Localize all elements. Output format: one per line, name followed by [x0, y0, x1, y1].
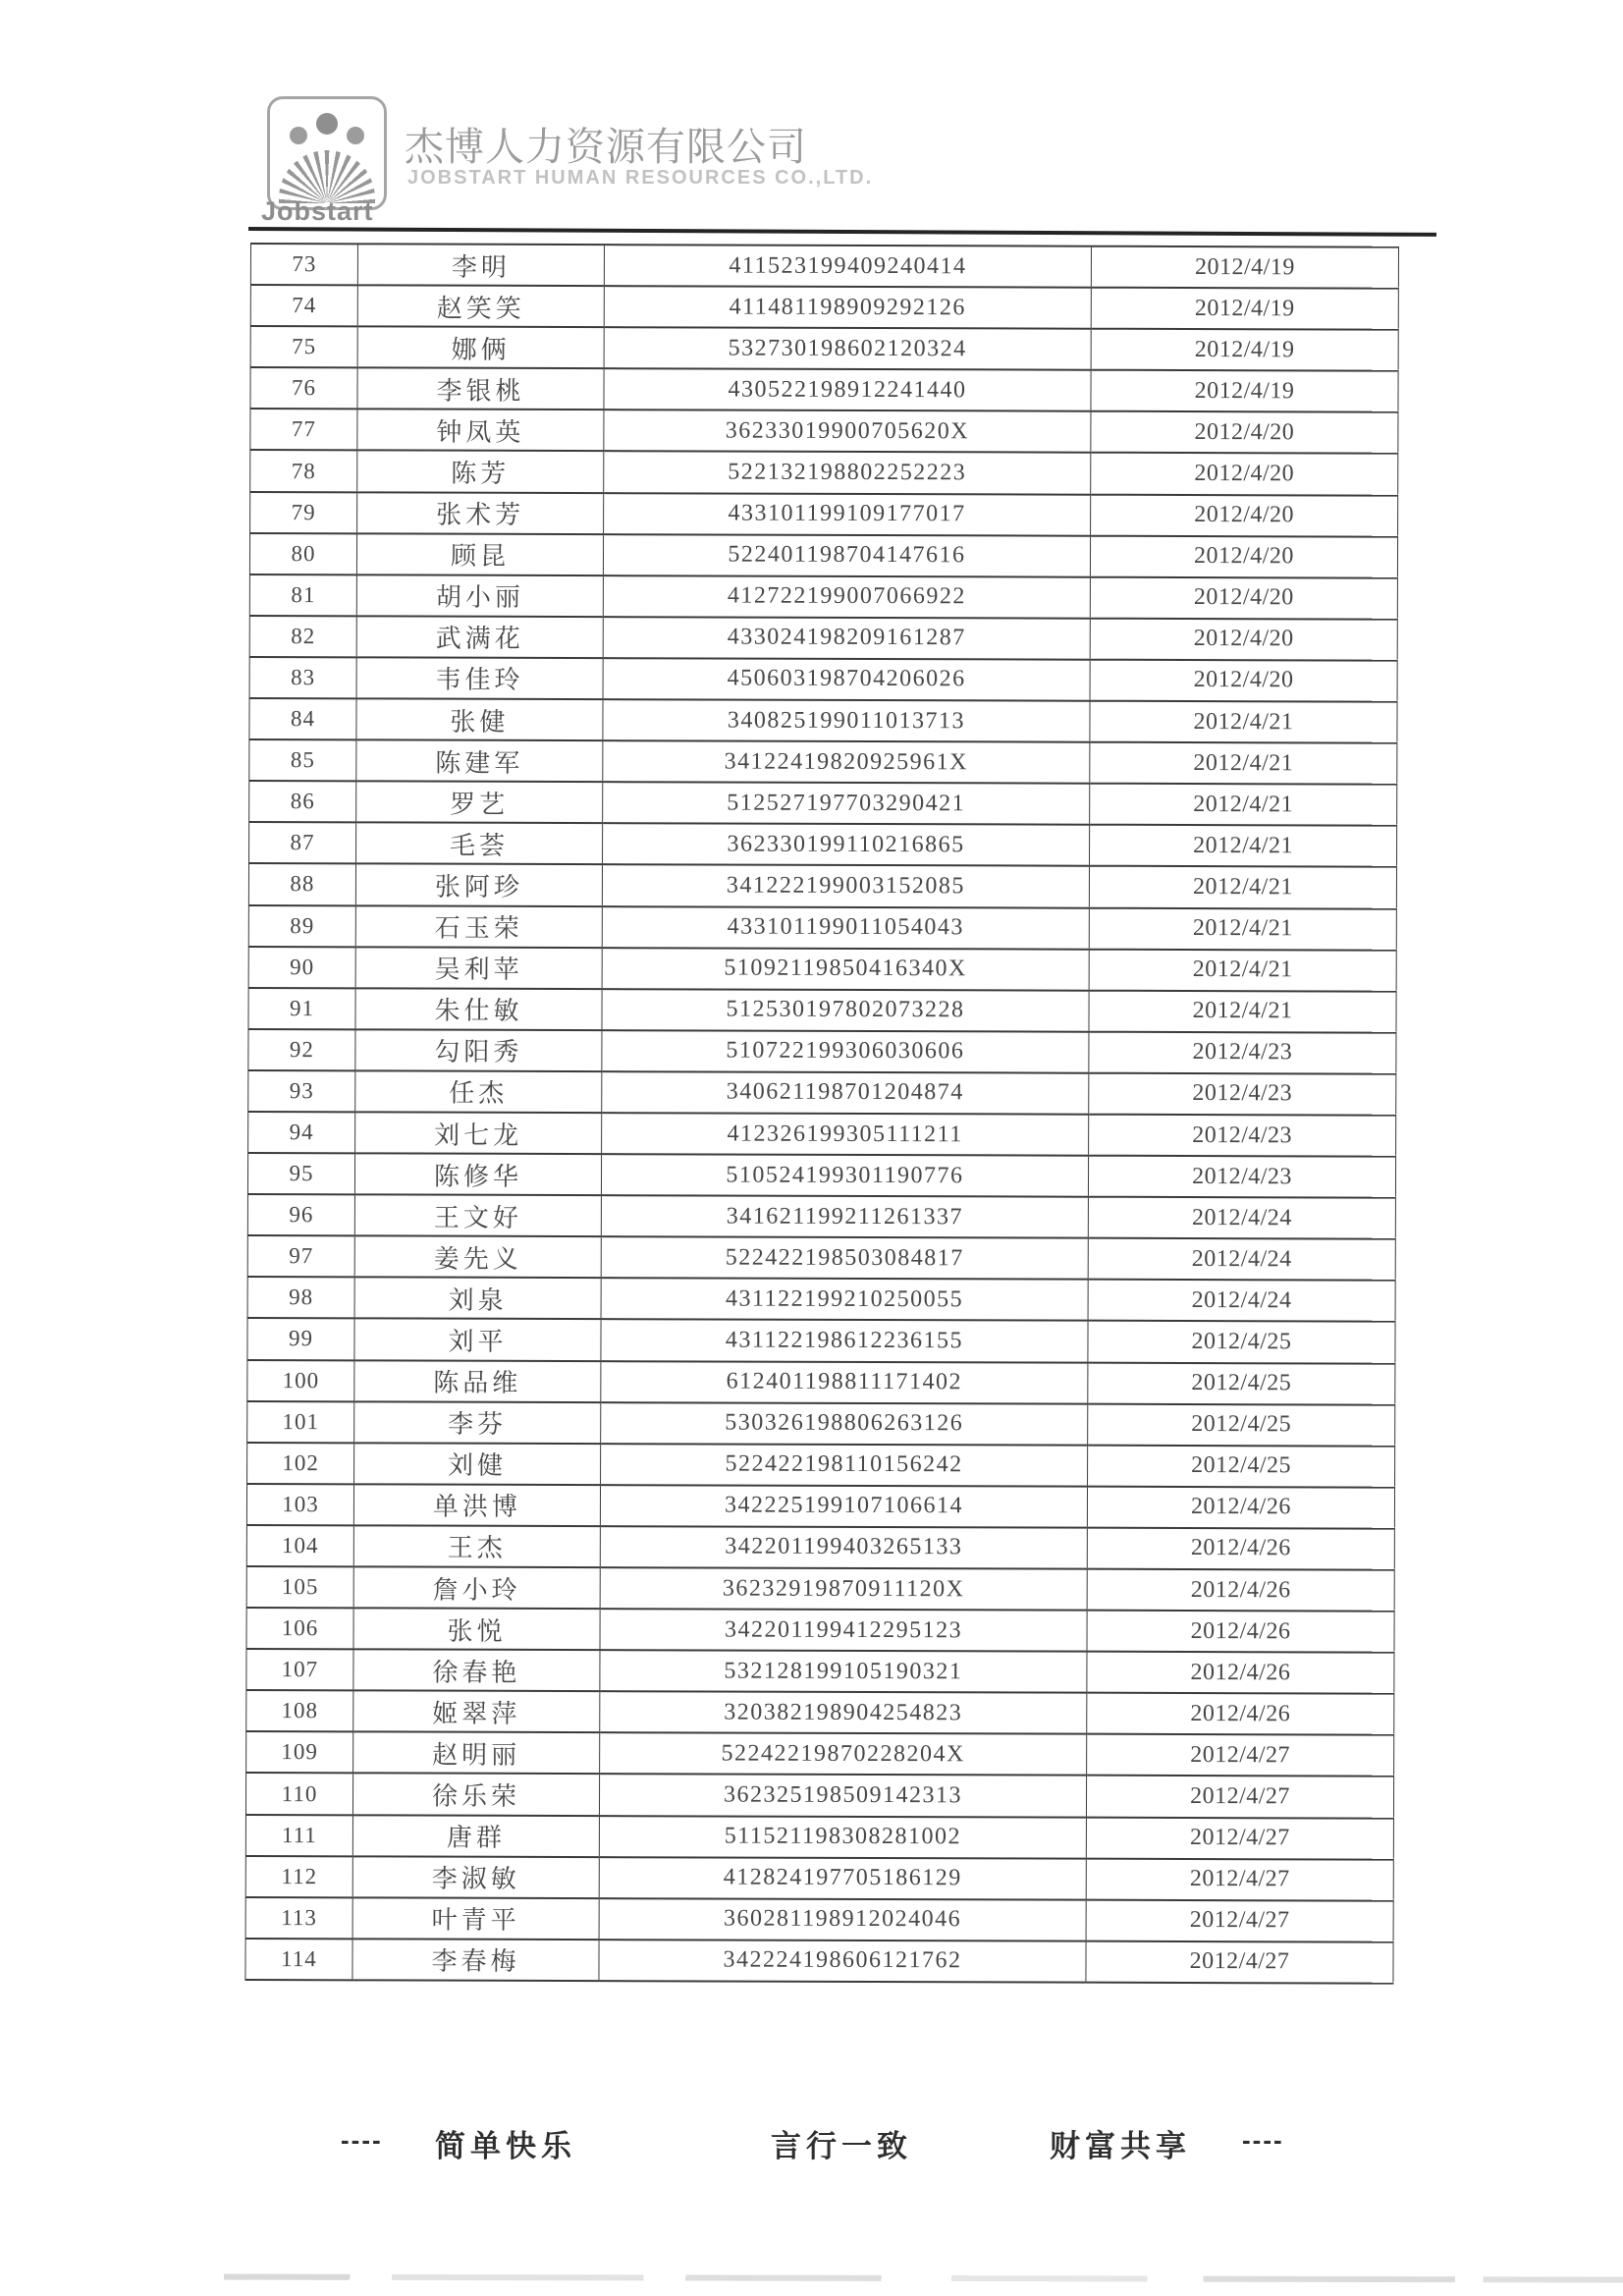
cell-person-name: 李芬	[354, 1401, 601, 1444]
cell-date: 2012/4/23	[1088, 1156, 1395, 1198]
cell-row-number: 83	[249, 657, 356, 698]
cell-person-name: 朱仕敏	[355, 988, 602, 1030]
cell-id-number: 431122198612236155	[601, 1320, 1088, 1363]
cell-id-number: 532128199105190321	[600, 1650, 1087, 1693]
table-row	[248, 863, 1396, 908]
table-row	[249, 616, 1397, 661]
cell-id-number: 342225199107106614	[600, 1485, 1087, 1528]
footer-dashes-left: ----	[341, 2125, 383, 2155]
table-row	[246, 1484, 1394, 1529]
cell-person-name: 唐群	[352, 1815, 599, 1857]
cell-row-number: 89	[248, 904, 355, 946]
cell-id-number: 36232919870911120X	[600, 1567, 1087, 1611]
cell-date: 2012/4/19	[1091, 329, 1398, 371]
cell-date: 2012/4/19	[1091, 288, 1398, 330]
cell-id-number: 532730198602120324	[604, 327, 1091, 370]
cell-person-name: 张健	[356, 698, 603, 740]
cell-id-number: 522401198704147616	[603, 534, 1090, 577]
cell-person-name: 王杰	[353, 1525, 600, 1567]
cell-date: 2012/4/27	[1086, 1858, 1393, 1900]
cell-person-name: 刘七龙	[355, 1112, 602, 1154]
cell-date: 2012/4/23	[1089, 1031, 1396, 1073]
cell-id-number: 511521198308281002	[599, 1816, 1086, 1859]
table-row	[245, 1773, 1393, 1818]
cell-row-number: 92	[248, 1029, 355, 1070]
footer-dashes-right: ----	[1242, 2125, 1284, 2155]
table-row	[247, 1360, 1395, 1405]
cell-person-name: 武满花	[356, 616, 603, 658]
table-row	[246, 1690, 1394, 1735]
table-row	[249, 739, 1397, 785]
table-row	[246, 1566, 1394, 1612]
cell-person-name: 刘平	[354, 1319, 601, 1361]
cell-row-number: 114	[245, 1939, 352, 1980]
cell-person-name: 韦佳玲	[356, 657, 603, 699]
cell-person-name: 罗艺	[356, 782, 603, 824]
cell-id-number: 412722199007066922	[603, 575, 1090, 619]
cell-id-number: 412824197705186129	[599, 1857, 1086, 1900]
table-row	[246, 1608, 1394, 1653]
cell-person-name: 赵明丽	[353, 1732, 600, 1775]
cell-date: 2012/4/20	[1091, 453, 1398, 495]
table-row	[248, 1070, 1396, 1116]
cell-row-number: 77	[250, 409, 357, 450]
cell-row-number: 85	[249, 739, 356, 781]
cell-date: 2012/4/20	[1090, 576, 1397, 619]
cell-date: 2012/4/19	[1091, 370, 1398, 412]
table-row	[248, 947, 1396, 992]
cell-row-number: 88	[248, 863, 355, 904]
cell-id-number: 342224198606121762	[599, 1940, 1086, 1983]
cell-id-number: 51092119850416340X	[602, 948, 1089, 991]
cell-id-number: 320382198904254823	[600, 1691, 1087, 1734]
cell-date: 2012/4/26	[1087, 1569, 1394, 1612]
cell-id-number: 52242219870228204X	[600, 1733, 1087, 1777]
table-row	[248, 904, 1396, 950]
cell-id-number: 530326198806263126	[601, 1402, 1088, 1446]
cell-id-number: 522422198110156242	[601, 1444, 1088, 1487]
cell-row-number: 94	[248, 1112, 355, 1153]
cell-date: 2012/4/24	[1088, 1197, 1395, 1239]
cell-row-number: 84	[249, 698, 356, 739]
cell-id-number: 430522198912241440	[604, 368, 1091, 411]
cell-date: 2012/4/20	[1090, 535, 1397, 577]
table-row	[247, 1401, 1395, 1447]
cell-row-number: 76	[250, 367, 357, 409]
cell-person-name: 李银桃	[357, 368, 604, 410]
cell-id-number: 510524199301190776	[601, 1154, 1088, 1197]
cell-date: 2012/4/20	[1090, 660, 1397, 702]
cell-person-name: 王文好	[354, 1194, 601, 1236]
cell-person-name: 詹小玲	[353, 1566, 600, 1609]
table-row	[250, 492, 1398, 537]
logo-person-left-icon	[290, 127, 307, 144]
table-row	[245, 1897, 1393, 1942]
cell-id-number: 510722199306030606	[602, 1030, 1089, 1073]
cell-person-name: 赵笑笑	[357, 285, 604, 327]
cell-id-number: 360281198912024046	[599, 1898, 1086, 1941]
cell-id-number: 342201199412295123	[600, 1609, 1087, 1652]
roster-table-body	[245, 244, 1399, 1984]
table-row	[248, 1112, 1396, 1157]
cell-row-number: 104	[246, 1525, 353, 1566]
cell-id-number: 512530197802073228	[602, 989, 1089, 1032]
cell-row-number: 109	[246, 1731, 353, 1773]
cell-id-number: 362330199110216865	[603, 823, 1090, 866]
cell-row-number: 108	[246, 1690, 353, 1731]
cell-date: 2012/4/21	[1090, 742, 1397, 785]
cell-id-number: 411523199409240414	[604, 245, 1091, 288]
cell-date: 2012/4/21	[1089, 990, 1396, 1032]
cell-id-number: 433024198209161287	[603, 617, 1090, 660]
cell-person-name: 徐乐荣	[352, 1774, 599, 1816]
cell-row-number: 96	[247, 1194, 354, 1235]
cell-row-number: 90	[248, 947, 355, 988]
cell-date: 2012/4/27	[1086, 1899, 1393, 1941]
cell-row-number: 75	[250, 326, 357, 367]
cell-person-name: 任杰	[355, 1070, 602, 1113]
cell-row-number: 81	[249, 574, 356, 616]
cell-date: 2012/4/21	[1090, 825, 1397, 867]
cell-person-name: 李明	[357, 244, 604, 286]
cell-row-number: 103	[246, 1484, 353, 1525]
company-name-english: JOBSTART HUMAN RESOURCES CO.,LTD.	[407, 167, 874, 189]
table-row	[250, 409, 1398, 454]
cell-id-number: 342201199403265133	[600, 1526, 1087, 1569]
cell-row-number: 79	[250, 492, 357, 533]
table-row	[250, 450, 1398, 495]
cell-id-number: 341621199211261337	[601, 1195, 1088, 1238]
roster-table	[244, 243, 1399, 1985]
table-row	[249, 781, 1397, 826]
cell-date: 2012/4/20	[1091, 494, 1398, 536]
cell-row-number: 110	[245, 1773, 352, 1814]
cell-row-number: 98	[247, 1277, 354, 1318]
cell-row-number: 113	[245, 1897, 352, 1939]
cell-row-number: 100	[247, 1360, 354, 1401]
cell-row-number: 111	[245, 1815, 352, 1856]
table-row	[249, 574, 1397, 620]
cell-person-name: 叶青平	[352, 1897, 599, 1940]
cell-id-number: 411481198909292126	[604, 286, 1091, 329]
cell-date: 2012/4/21	[1089, 866, 1396, 908]
cell-date: 2012/4/25	[1088, 1445, 1395, 1487]
footer-slogan-simple-happy: 简单快乐	[435, 2129, 576, 2163]
table-row	[249, 533, 1397, 578]
cell-person-name: 张悦	[353, 1608, 600, 1650]
cell-id-number: 34122419820925961X	[603, 740, 1090, 784]
cell-row-number: 97	[247, 1235, 354, 1277]
cell-person-name: 毛荟	[356, 823, 603, 865]
table-row	[247, 1318, 1395, 1363]
cell-person-name: 张阿珍	[355, 864, 602, 906]
cell-person-name: 刘泉	[354, 1278, 601, 1320]
cell-row-number: 93	[248, 1070, 355, 1112]
cell-person-name: 张术芳	[357, 492, 604, 534]
cell-id-number: 362325198509142313	[599, 1775, 1086, 1818]
cell-row-number: 82	[249, 616, 356, 657]
cell-person-name: 陈芳	[357, 451, 604, 493]
cell-row-number: 107	[246, 1649, 353, 1690]
table-row	[249, 698, 1397, 743]
cell-date: 2012/4/21	[1090, 701, 1397, 743]
logo-sunburst-icon	[279, 150, 375, 203]
table-row	[246, 1731, 1394, 1777]
cell-person-name: 徐春艳	[353, 1650, 600, 1692]
cell-date: 2012/4/27	[1086, 1817, 1393, 1859]
table-row	[250, 367, 1398, 412]
cell-date: 2012/4/26	[1087, 1652, 1394, 1694]
cell-row-number: 86	[249, 781, 356, 822]
cell-person-name: 钟凤英	[357, 410, 604, 452]
company-name-chinese: 杰博人力资源有限公司	[405, 125, 807, 169]
table-row	[247, 1194, 1395, 1239]
cell-row-number: 78	[250, 450, 357, 491]
footer-slogan-share-wealth: 财富共享	[1050, 2129, 1191, 2163]
table-row	[250, 285, 1398, 330]
cell-row-number: 74	[250, 285, 357, 326]
cell-date: 2012/4/19	[1091, 246, 1398, 289]
table-row	[249, 657, 1397, 702]
table-row	[246, 1649, 1394, 1694]
cell-date: 2012/4/27	[1087, 1734, 1394, 1777]
cell-date: 2012/4/21	[1089, 949, 1396, 991]
cell-row-number: 112	[245, 1856, 352, 1897]
cell-person-name: 石玉荣	[355, 905, 602, 948]
cell-row-number: 102	[247, 1443, 354, 1484]
cell-person-name: 李春梅	[352, 1939, 599, 1981]
table-row	[249, 822, 1397, 867]
table-row	[247, 1277, 1395, 1322]
cell-date: 2012/4/26	[1087, 1611, 1394, 1653]
cell-date: 2012/4/24	[1088, 1238, 1395, 1281]
cell-date: 2012/4/25	[1088, 1321, 1395, 1363]
table-row	[246, 1525, 1394, 1570]
cell-person-name: 陈建军	[356, 739, 603, 782]
cell-date: 2012/4/20	[1091, 411, 1398, 454]
cell-row-number: 101	[247, 1401, 354, 1443]
table-row	[247, 1443, 1395, 1488]
cell-id-number: 340621198701204874	[602, 1071, 1089, 1115]
cell-person-name: 吴利苹	[355, 947, 602, 989]
cell-id-number: 522422198503084817	[601, 1236, 1088, 1280]
cell-date: 2012/4/26	[1087, 1528, 1394, 1570]
cell-date: 2012/4/27	[1086, 1941, 1393, 1984]
cell-date: 2012/4/26	[1087, 1486, 1394, 1528]
table-row	[245, 1939, 1393, 1984]
cell-row-number: 95	[247, 1153, 354, 1194]
table-row	[247, 1235, 1395, 1281]
cell-row-number: 80	[249, 533, 356, 574]
cell-person-name: 刘健	[354, 1443, 601, 1485]
cell-row-number: 106	[246, 1608, 353, 1649]
cell-person-name: 单洪博	[353, 1484, 600, 1526]
table-row	[245, 1856, 1393, 1901]
cell-date: 2012/4/25	[1088, 1362, 1395, 1404]
table-row	[250, 326, 1398, 371]
cell-person-name: 胡小丽	[356, 574, 603, 617]
cell-date: 2012/4/25	[1088, 1403, 1395, 1446]
cell-person-name: 勾阳秀	[355, 1029, 602, 1071]
cell-id-number: 340825199011013713	[603, 699, 1090, 742]
cell-id-number: 612401198811171402	[601, 1361, 1088, 1404]
table-row	[248, 1029, 1396, 1074]
cell-id-number: 522132198802252223	[604, 452, 1091, 495]
cell-id-number: 431122199210250055	[601, 1278, 1088, 1321]
company-logo-people-icon	[267, 96, 387, 210]
cell-id-number: 341222199003152085	[602, 865, 1089, 908]
table-row	[248, 988, 1396, 1033]
footer-slogans	[0, 2121, 1623, 2166]
logo-wordmark: Jobstart	[261, 196, 374, 226]
cell-row-number: 87	[249, 822, 356, 863]
cell-date: 2012/4/26	[1087, 1693, 1394, 1735]
table-row	[247, 1153, 1395, 1198]
cell-date: 2012/4/20	[1090, 619, 1397, 661]
cell-person-name: 陈修华	[354, 1153, 601, 1195]
table-row	[250, 244, 1398, 289]
cell-id-number: 412326199305111211	[602, 1113, 1089, 1156]
cell-person-name: 娜俩	[357, 327, 604, 369]
cell-row-number: 91	[248, 988, 355, 1029]
cell-row-number: 105	[246, 1566, 353, 1608]
cell-person-name: 姬翠萍	[353, 1691, 600, 1733]
cell-person-name: 陈品维	[354, 1360, 601, 1402]
cell-date: 2012/4/27	[1086, 1776, 1393, 1818]
cell-date: 2012/4/23	[1089, 1073, 1396, 1116]
cell-date: 2012/4/21	[1089, 907, 1396, 950]
cell-person-name: 顾昆	[356, 533, 603, 575]
cell-person-name: 李淑敏	[352, 1856, 599, 1898]
cell-row-number: 99	[247, 1318, 354, 1359]
cell-id-number: 512527197703290421	[603, 782, 1090, 825]
footer-slogan-word-deed: 言行一致	[771, 2129, 912, 2163]
logo-person-right-icon	[347, 127, 364, 144]
cell-id-number: 433101199109177017	[604, 493, 1091, 536]
cell-date: 2012/4/23	[1089, 1115, 1396, 1157]
logo-person-center-icon	[316, 113, 338, 135]
cell-row-number: 73	[250, 244, 357, 285]
header-divider	[248, 227, 1436, 237]
cell-person-name: 姜先义	[354, 1236, 601, 1279]
cell-id-number: 450603198704206026	[603, 658, 1090, 701]
cell-date: 2012/4/21	[1090, 784, 1397, 826]
table-row	[245, 1815, 1393, 1860]
cell-date: 2012/4/24	[1088, 1280, 1395, 1322]
cell-id-number: 433101199011054043	[602, 906, 1089, 950]
scan-artifact-bar	[224, 2274, 1623, 2283]
cell-id-number: 36233019900705620X	[604, 410, 1091, 454]
